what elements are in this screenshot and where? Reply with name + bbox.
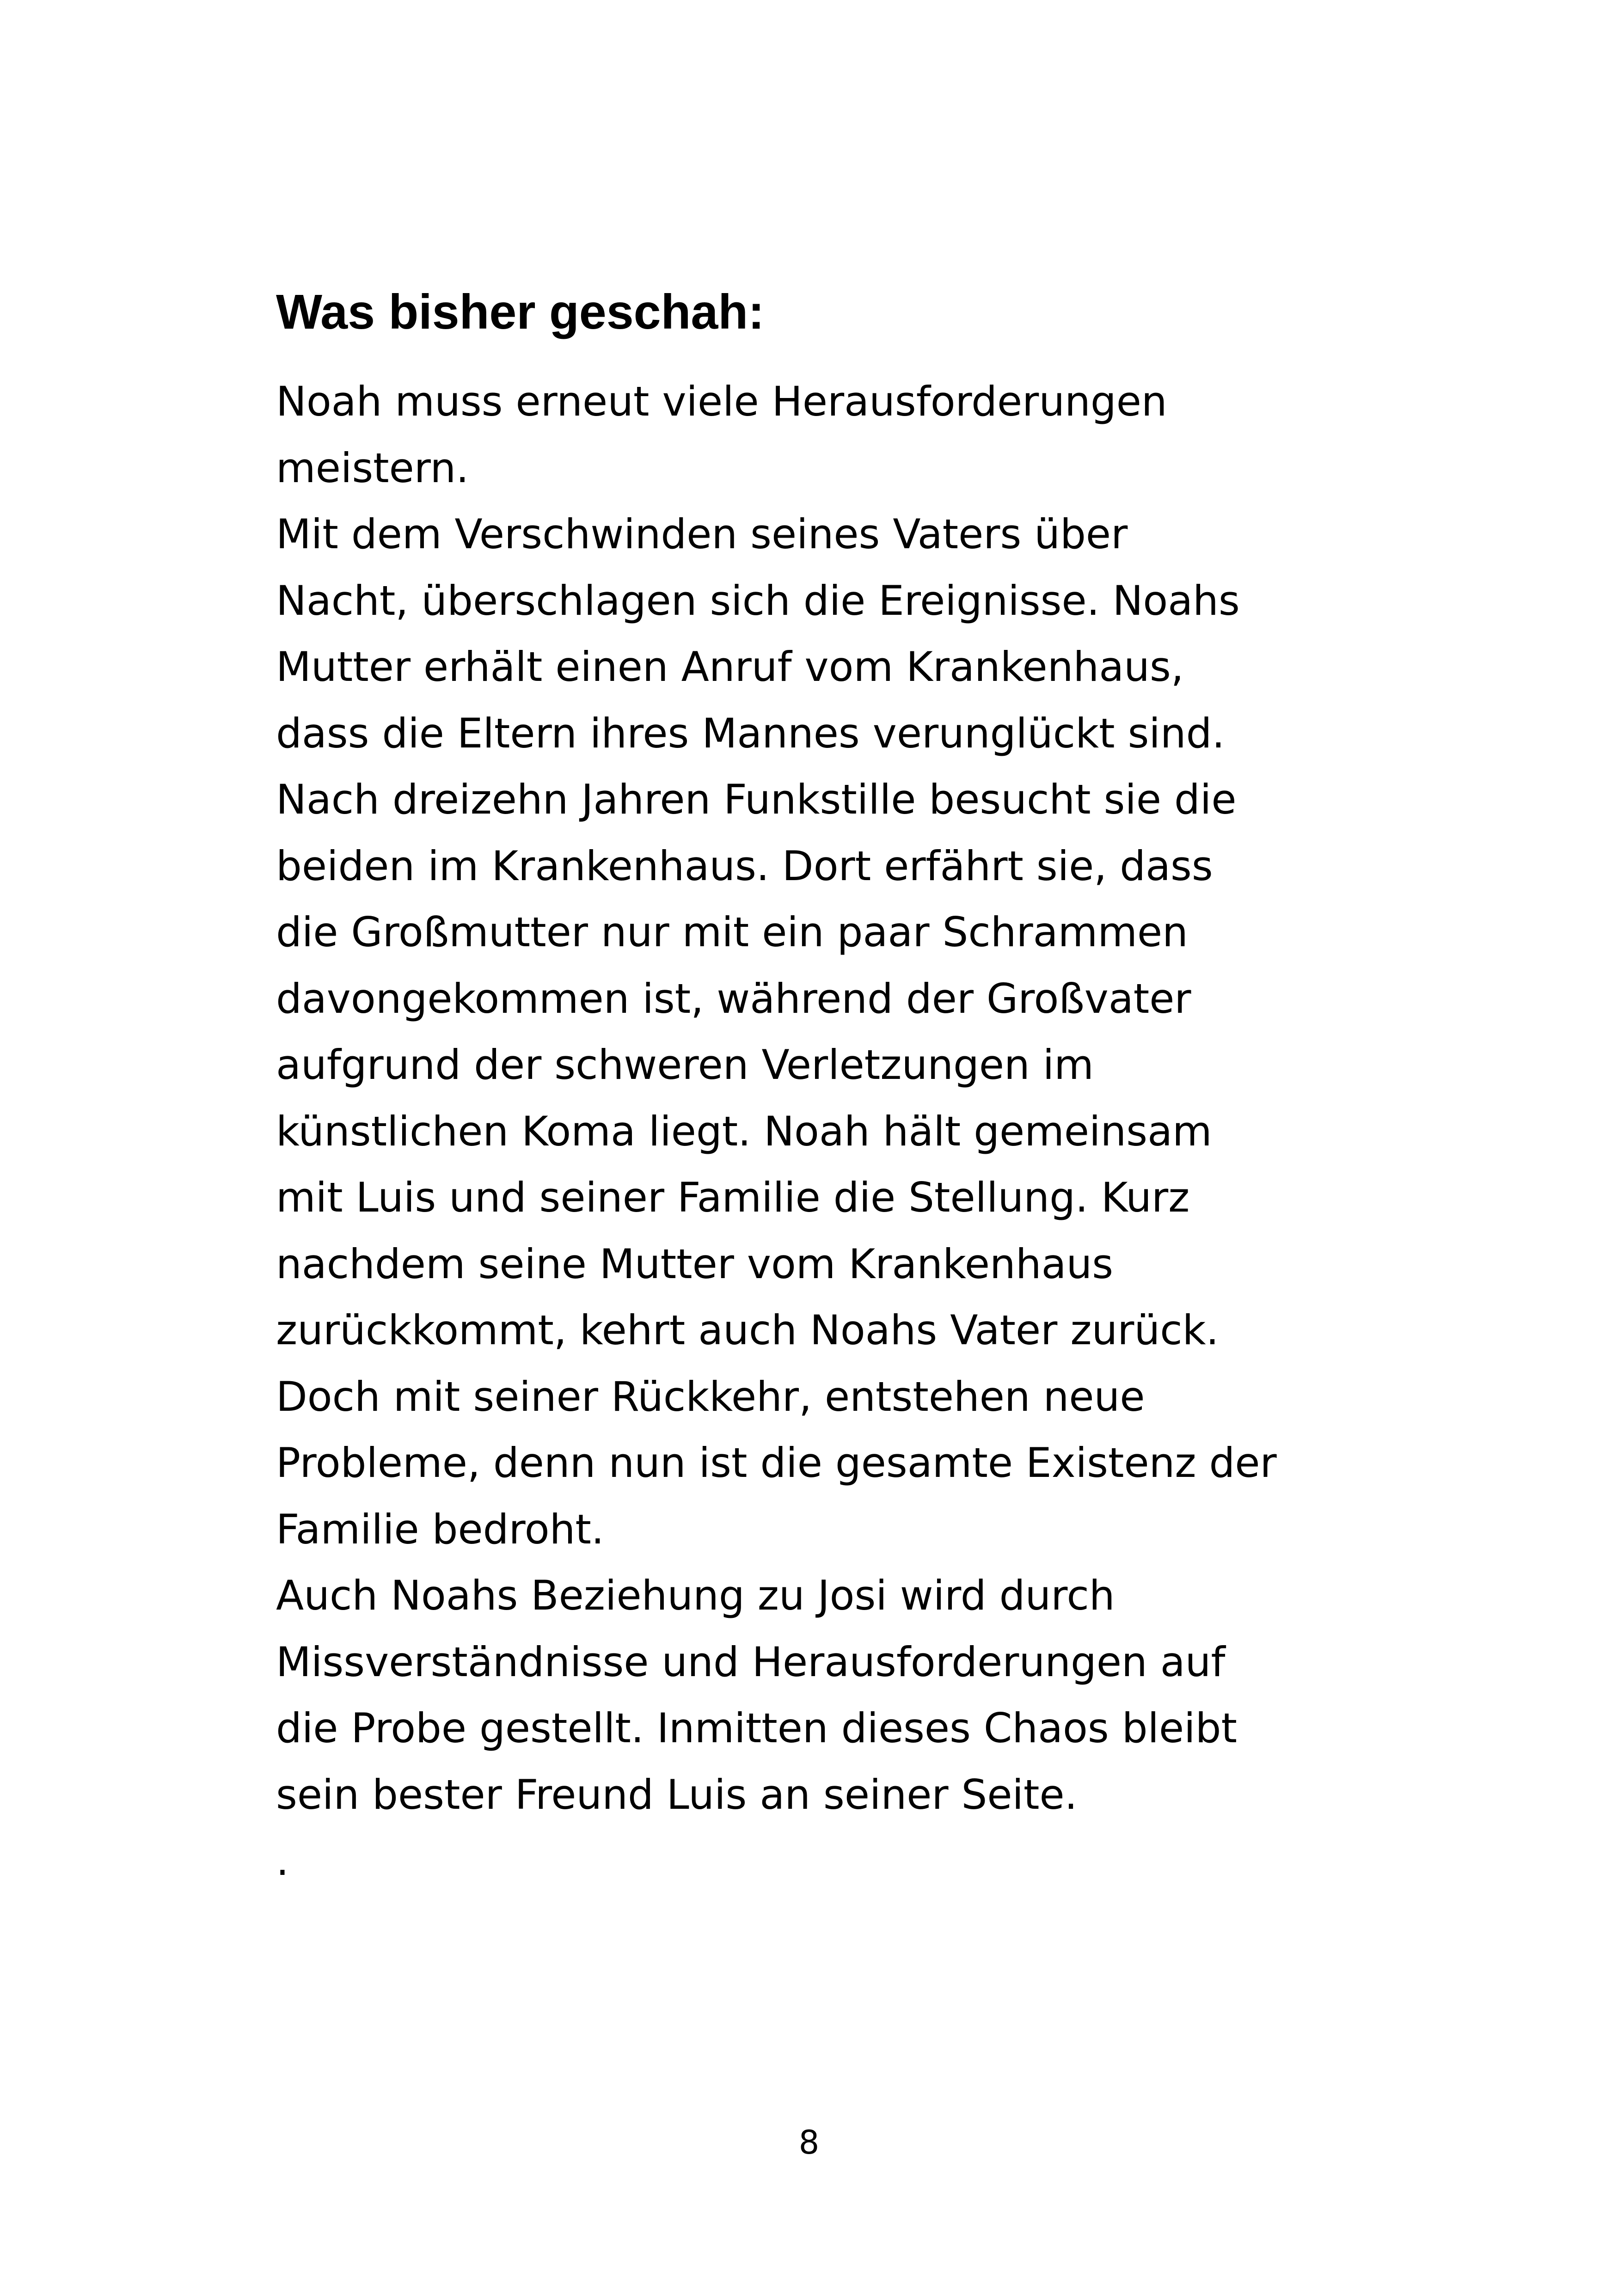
text-line: davongekommen ist, während der Großvater bbox=[276, 974, 1191, 1022]
text-line: Nacht, überschlagen sich die Ereignisse. Noahs bbox=[276, 576, 1240, 625]
text-line: Mit dem Verschwinden seines Vaters über bbox=[276, 510, 1128, 558]
text-line: dass die Eltern ihres Mannes verunglückt sind. bbox=[276, 709, 1225, 757]
section-heading: Was bisher geschah: bbox=[276, 285, 765, 339]
text-line: zurückkommt, kehrt auch Noahs Vater zurück. bbox=[276, 1306, 1219, 1354]
text-line: Probleme, denn nun ist die gesamte Existenz der bbox=[276, 1439, 1277, 1487]
text-line: Mutter erhält einen Anruf vom Krankenhaus, bbox=[276, 643, 1184, 691]
text-line: die Probe gestellt. Inmitten dieses Chaos bleibt bbox=[276, 1704, 1237, 1752]
text-line: Auch Noahs Beziehung zu Josi wird durch bbox=[276, 1572, 1115, 1619]
text-line: die Großmutter nur mit ein paar Schrammen bbox=[276, 908, 1188, 956]
text-line: beiden im Krankenhaus. Dort erfährt sie, dass bbox=[276, 842, 1213, 890]
text-line: aufgrund der schweren Verletzungen im bbox=[276, 1041, 1094, 1089]
text-line: Nach dreizehn Jahren Funkstille besucht sie die bbox=[276, 776, 1237, 823]
text-line: sein bester Freund Luis an seiner Seite. bbox=[276, 1770, 1078, 1818]
text-line: Missverständnisse und Herausforderungen auf bbox=[276, 1638, 1226, 1686]
text-line: meistern. bbox=[276, 444, 469, 492]
page-number: 8 bbox=[798, 2124, 820, 2161]
text-line: mit Luis und seiner Familie die Stellung. Kurz bbox=[276, 1174, 1190, 1221]
body-text bbox=[276, 368, 1432, 1894]
text-line: Familie bedroht. bbox=[276, 1505, 604, 1553]
text-line: Noah muss erneut viele Herausforderungen bbox=[276, 378, 1167, 425]
text-line: . bbox=[276, 1837, 289, 1885]
text-line: Doch mit seiner Rückkehr, entstehen neue bbox=[276, 1372, 1145, 1420]
text-line: nachdem seine Mutter vom Krankenhaus bbox=[276, 1240, 1114, 1288]
text-line: künstlichen Koma liegt. Noah hält gemeinsam bbox=[276, 1107, 1212, 1155]
